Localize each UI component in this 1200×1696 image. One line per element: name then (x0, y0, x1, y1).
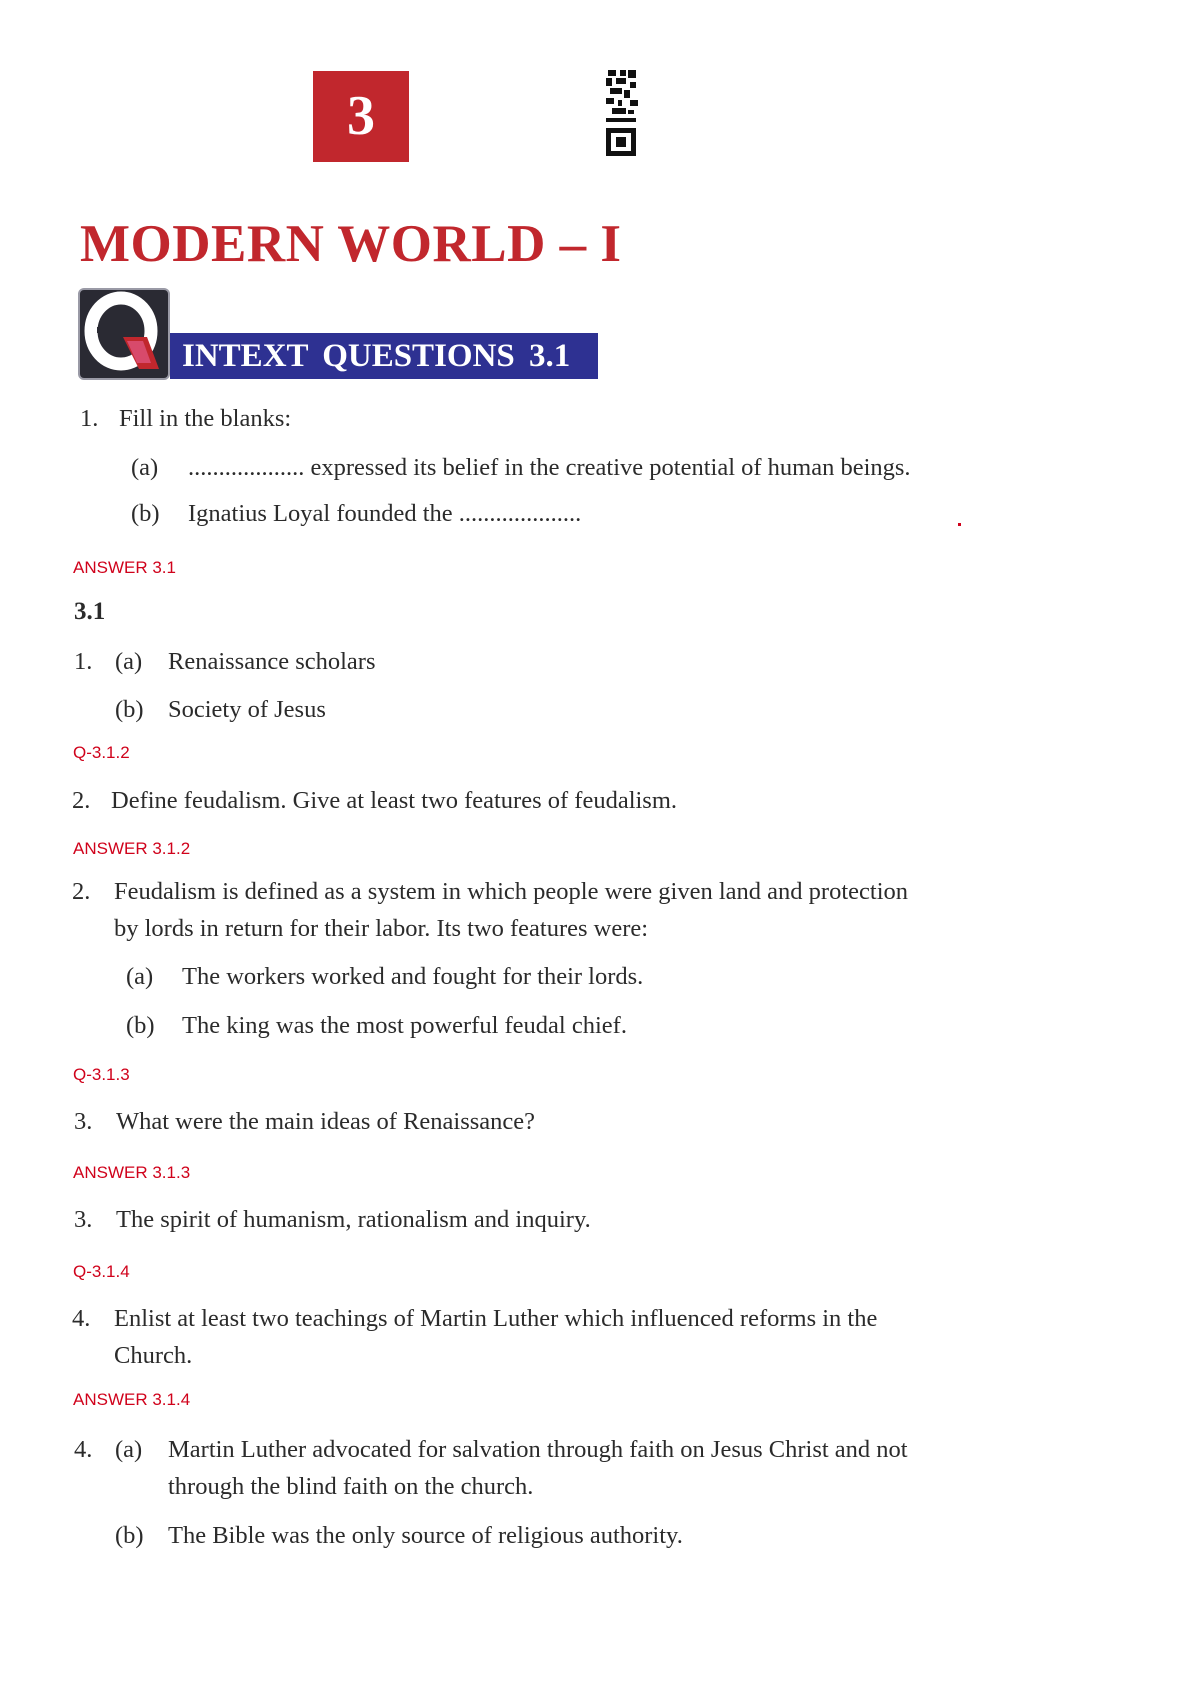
answer-number: 4. (74, 1436, 93, 1463)
option-text: Society of Jesus (168, 696, 326, 723)
answer-tag: ANSWER 3.1.3 (73, 1163, 191, 1182)
answer-tag: ANSWER 3.1 (73, 558, 176, 577)
answer-text: by lords in return for their labor. Its two features were: (114, 915, 649, 942)
red-dot-mark (958, 523, 961, 526)
answer-text: Feudalism is defined as a system in which people were given land and protection (114, 878, 909, 905)
option-text: The workers worked and fought for their lords. (182, 963, 644, 990)
option-text: through the blind faith on the church. (168, 1473, 534, 1500)
option-label: (b) (115, 696, 144, 723)
answer-number: 1. (74, 648, 93, 675)
option-text: The Bible was the only source of religious authority. (168, 1522, 683, 1549)
option-label: (a) (115, 648, 143, 675)
question-number: 1. (80, 405, 99, 432)
option-label: (a) (131, 454, 159, 481)
question-tag: Q-3.1.4 (73, 1262, 130, 1281)
answer-tag: ANSWER 3.1.4 (73, 1390, 191, 1409)
option-text: Martin Luther advocated for salvation through faith on Jesus Christ and not (168, 1436, 908, 1463)
answer-number: 3. (74, 1206, 93, 1233)
question-text: What were the main ideas of Renaissance? (116, 1108, 536, 1135)
question-text: Enlist at least two teachings of Martin Luther which influenced reforms in the (114, 1305, 878, 1332)
chapter-number-box: 3 (313, 71, 409, 162)
option-label: (a) (126, 963, 154, 990)
option-text: Renaissance scholars (168, 648, 376, 675)
question-tag: Q-3.1.2 (73, 743, 130, 762)
option-label: (b) (126, 1012, 155, 1039)
option-text: The king was the most powerful feudal chief. (182, 1012, 627, 1039)
question-text: Fill in the blanks: (119, 405, 292, 432)
answer-tag: ANSWER 3.1.2 (73, 839, 191, 858)
qr-code-icon (606, 70, 638, 158)
answer-number: 2. (72, 878, 91, 905)
option-label: (b) (131, 500, 160, 527)
question-tag: Q-3.1.3 (73, 1065, 130, 1084)
question-text: Church. (114, 1342, 193, 1369)
option-label: (a) (115, 1436, 143, 1463)
option-label: (b) (115, 1522, 144, 1549)
intext-questions-banner: INTEXT QUESTIONS 3.1 (170, 333, 598, 379)
question-number: 3. (74, 1108, 93, 1135)
answer-text: The spirit of humanism, rationalism and inquiry. (116, 1206, 591, 1233)
question-number: 2. (72, 787, 91, 814)
question-number: 4. (72, 1305, 91, 1332)
chapter-title: MODERN WORLD – I (80, 215, 622, 273)
section-heading: 3.1 (74, 598, 106, 625)
option-text: Ignatius Loyal founded the .................... (188, 500, 582, 527)
question-text: Define feudalism. Give at least two features of feudalism. (111, 787, 678, 814)
option-text: ................... expressed its belief in the creative potential of human beings. (188, 454, 911, 481)
q-badge-icon (77, 287, 171, 381)
